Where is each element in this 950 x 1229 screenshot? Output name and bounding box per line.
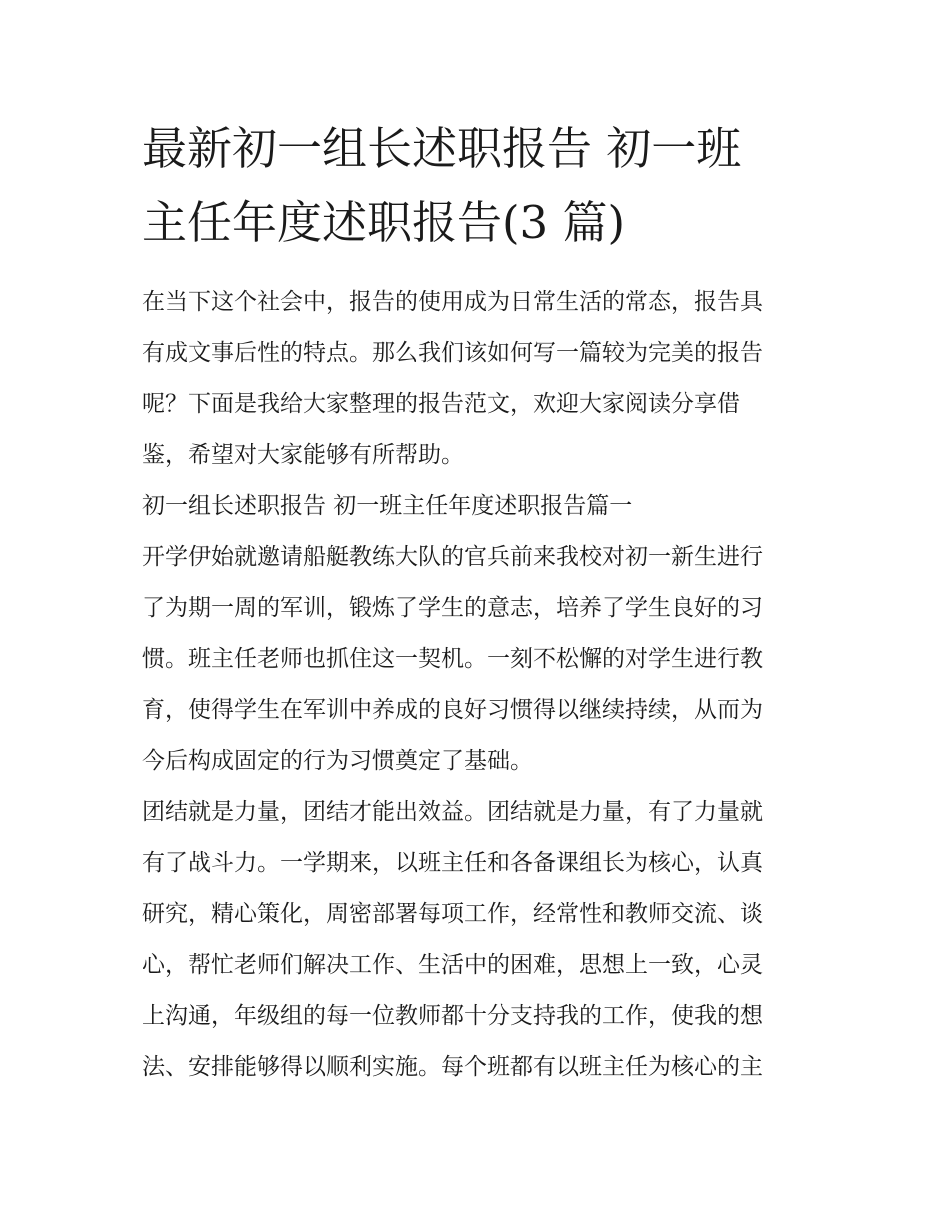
intro-line-2: 有成文事后性的特点。那么我们该如何写一篇较为完美的报告 [142, 340, 763, 366]
paragraph-1-line-3: 惯。班主任老师也抓住这一契机。一刻不松懈的对学生进行教 [142, 646, 763, 672]
paragraph-2-line-1: 团结就是力量，团结才能出效益。团结就是力量，有了力量就 [142, 799, 763, 825]
paragraph-2-line-3: 研究，精心策化，周密部署每项工作，经常性和教师交流、谈 [142, 901, 763, 927]
paragraph-1-line-2: 了为期一周的军训，锻炼了学生的意志，培养了学生良好的习 [142, 595, 763, 621]
document-title [142, 112, 822, 260]
intro-line-4: 鉴，希望对大家能够有所帮助。 [142, 442, 464, 468]
paragraph-2-line-4: 心，帮忙老师们解决工作、生活中的困难，思想上一致，心灵 [142, 952, 763, 978]
document-body [142, 277, 822, 1093]
paragraph-1-line-1: 开学伊始就邀请船艇教练大队的官兵前来我校对初一新生进行 [142, 544, 763, 570]
title-line-1: 最新初一组长述职报告 初一班 [142, 122, 742, 175]
title-line-2: 主任年度述职报告(3 篇) [142, 196, 626, 249]
intro-line-1: 在当下这个社会中，报告的使用成为日常生活的常态，报告具 [142, 289, 763, 315]
paragraph-1-line-4: 育，使得学生在军训中养成的良好习惯得以继续持续，从而为 [142, 697, 763, 723]
paragraph-1-line-5: 今后构成固定的行为习惯奠定了基础。 [142, 748, 533, 774]
intro-line-3: 呢？下面是我给大家整理的报告范文，欢迎大家阅读分享借 [142, 391, 740, 417]
paragraph-2-line-2: 有了战斗力。一学期来，以班主任和各备课组长为核心，认真 [142, 850, 763, 876]
section-heading: 初一组长述职报告 初一班主任年度述职报告篇一 [142, 493, 633, 519]
paragraph-2-line-6: 法、安排能够得以顺利实施。每个班都有以班主任为核心的主 [142, 1054, 763, 1080]
paragraph-2-line-5: 上沟通，年级组的每一位教师都十分支持我的工作，使我的想 [142, 1003, 763, 1029]
